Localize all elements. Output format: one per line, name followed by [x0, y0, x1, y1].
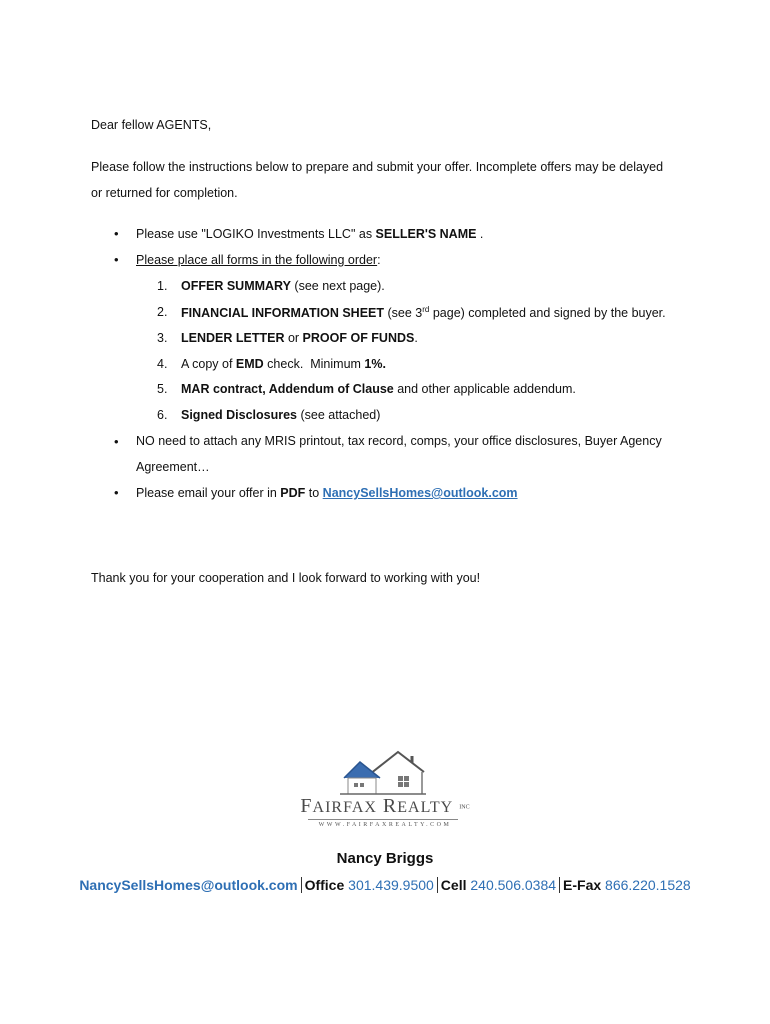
cell-label: Cell	[440, 877, 467, 893]
bullet-forms-order	[136, 253, 381, 267]
item-title: MAR contract, Addendum of Clause	[181, 382, 394, 396]
bullet-text-end: .	[476, 227, 484, 241]
fairfax-realty-logo	[300, 748, 470, 832]
item-title: Signed Disclosures	[181, 408, 298, 422]
cell-phone[interactable]: 240.506.0384	[470, 877, 557, 893]
item-number: 3.	[157, 331, 168, 345]
bullet-seller-name	[136, 227, 483, 241]
bullet-icon: •	[114, 434, 119, 449]
signature-contact-line	[0, 877, 770, 893]
item-text-mid: check. Minimum	[263, 357, 365, 371]
item-text: or	[284, 331, 303, 345]
bullet-no-need-line-2: Agreement…	[136, 460, 210, 474]
item-text: (see attached)	[297, 408, 381, 422]
divider	[437, 877, 438, 893]
item-title: LENDER LETTER	[181, 331, 285, 345]
item-text-end: .	[414, 331, 418, 345]
bullet-icon: •	[114, 226, 119, 241]
email-link[interactable]: NancySellsHomes@outlook.com	[322, 486, 518, 500]
signature-email-link[interactable]: NancySellsHomes@outlook.com	[79, 877, 298, 893]
divider	[301, 877, 302, 893]
item-title-2: 1%.	[364, 357, 386, 371]
item-number: 4.	[157, 357, 168, 371]
bullet-text-mid: to	[305, 486, 323, 500]
efax-label: E-Fax	[563, 877, 602, 893]
bullet-text: Please email your offer in	[136, 486, 281, 500]
intro-line-2: or returned for completion.	[91, 186, 238, 200]
item-number: 5.	[157, 382, 168, 396]
list-item	[181, 279, 385, 293]
item-number: 6.	[157, 408, 168, 422]
house-icon	[300, 748, 470, 796]
item-title: FINANCIAL INFORMATION SHEET	[181, 306, 385, 321]
item-text-end: page) completed and signed by the buyer.	[429, 306, 666, 321]
bullet-no-need-line-1: NO need to attach any MRIS printout, tax record, comps, your office disclosures, Buyer Agency	[136, 434, 662, 448]
list-item	[181, 331, 418, 345]
office-label: Office	[304, 877, 345, 893]
forms-order-text: Please place all forms in the following order	[136, 253, 378, 267]
pdf-label: PDF	[280, 486, 306, 500]
item-title-2: PROOF OF FUNDS	[302, 331, 415, 345]
list-item	[181, 357, 386, 371]
forms-order-colon: :	[377, 253, 381, 267]
item-number: 1.	[157, 279, 168, 293]
closing-line: Thank you for your cooperation and I look forward to working with you!	[91, 571, 481, 585]
signature-name: Nancy Briggs	[336, 850, 434, 867]
logo-divider	[308, 819, 458, 820]
item-text: A copy of	[181, 357, 236, 371]
efax-number[interactable]: 866.220.1528	[605, 877, 691, 893]
greeting: Dear fellow AGENTS,	[91, 118, 212, 132]
bullet-icon: •	[114, 252, 119, 267]
bullet-icon: •	[114, 485, 119, 500]
list-item	[181, 382, 576, 396]
item-title: EMD	[235, 357, 264, 371]
logo-url: WWW.FAIRFAXREALTY.COM	[318, 822, 452, 828]
item-title: OFFER SUMMARY	[181, 279, 291, 293]
item-text: (see 3	[384, 306, 423, 321]
item-number: 2.	[157, 305, 168, 319]
item-text: (see next page).	[290, 279, 385, 293]
logo-wordmark: FAIRFAX REALTY INC	[300, 795, 470, 817]
bullet-email-offer	[136, 486, 518, 500]
item-sup: rd	[422, 305, 430, 314]
list-item	[181, 408, 380, 422]
seller-name-label: SELLER'S NAME	[375, 227, 477, 241]
list-item	[181, 305, 666, 320]
bullet-text: Please use "LOGIKO Investments LLC" as	[136, 227, 376, 241]
office-phone[interactable]: 301.439.9500	[348, 877, 434, 893]
item-text: and other applicable addendum.	[393, 382, 576, 396]
divider	[559, 877, 560, 893]
intro-line-1: Please follow the instructions below to prepare and submit your offer. Incomplete offers may be delayed	[91, 160, 664, 174]
